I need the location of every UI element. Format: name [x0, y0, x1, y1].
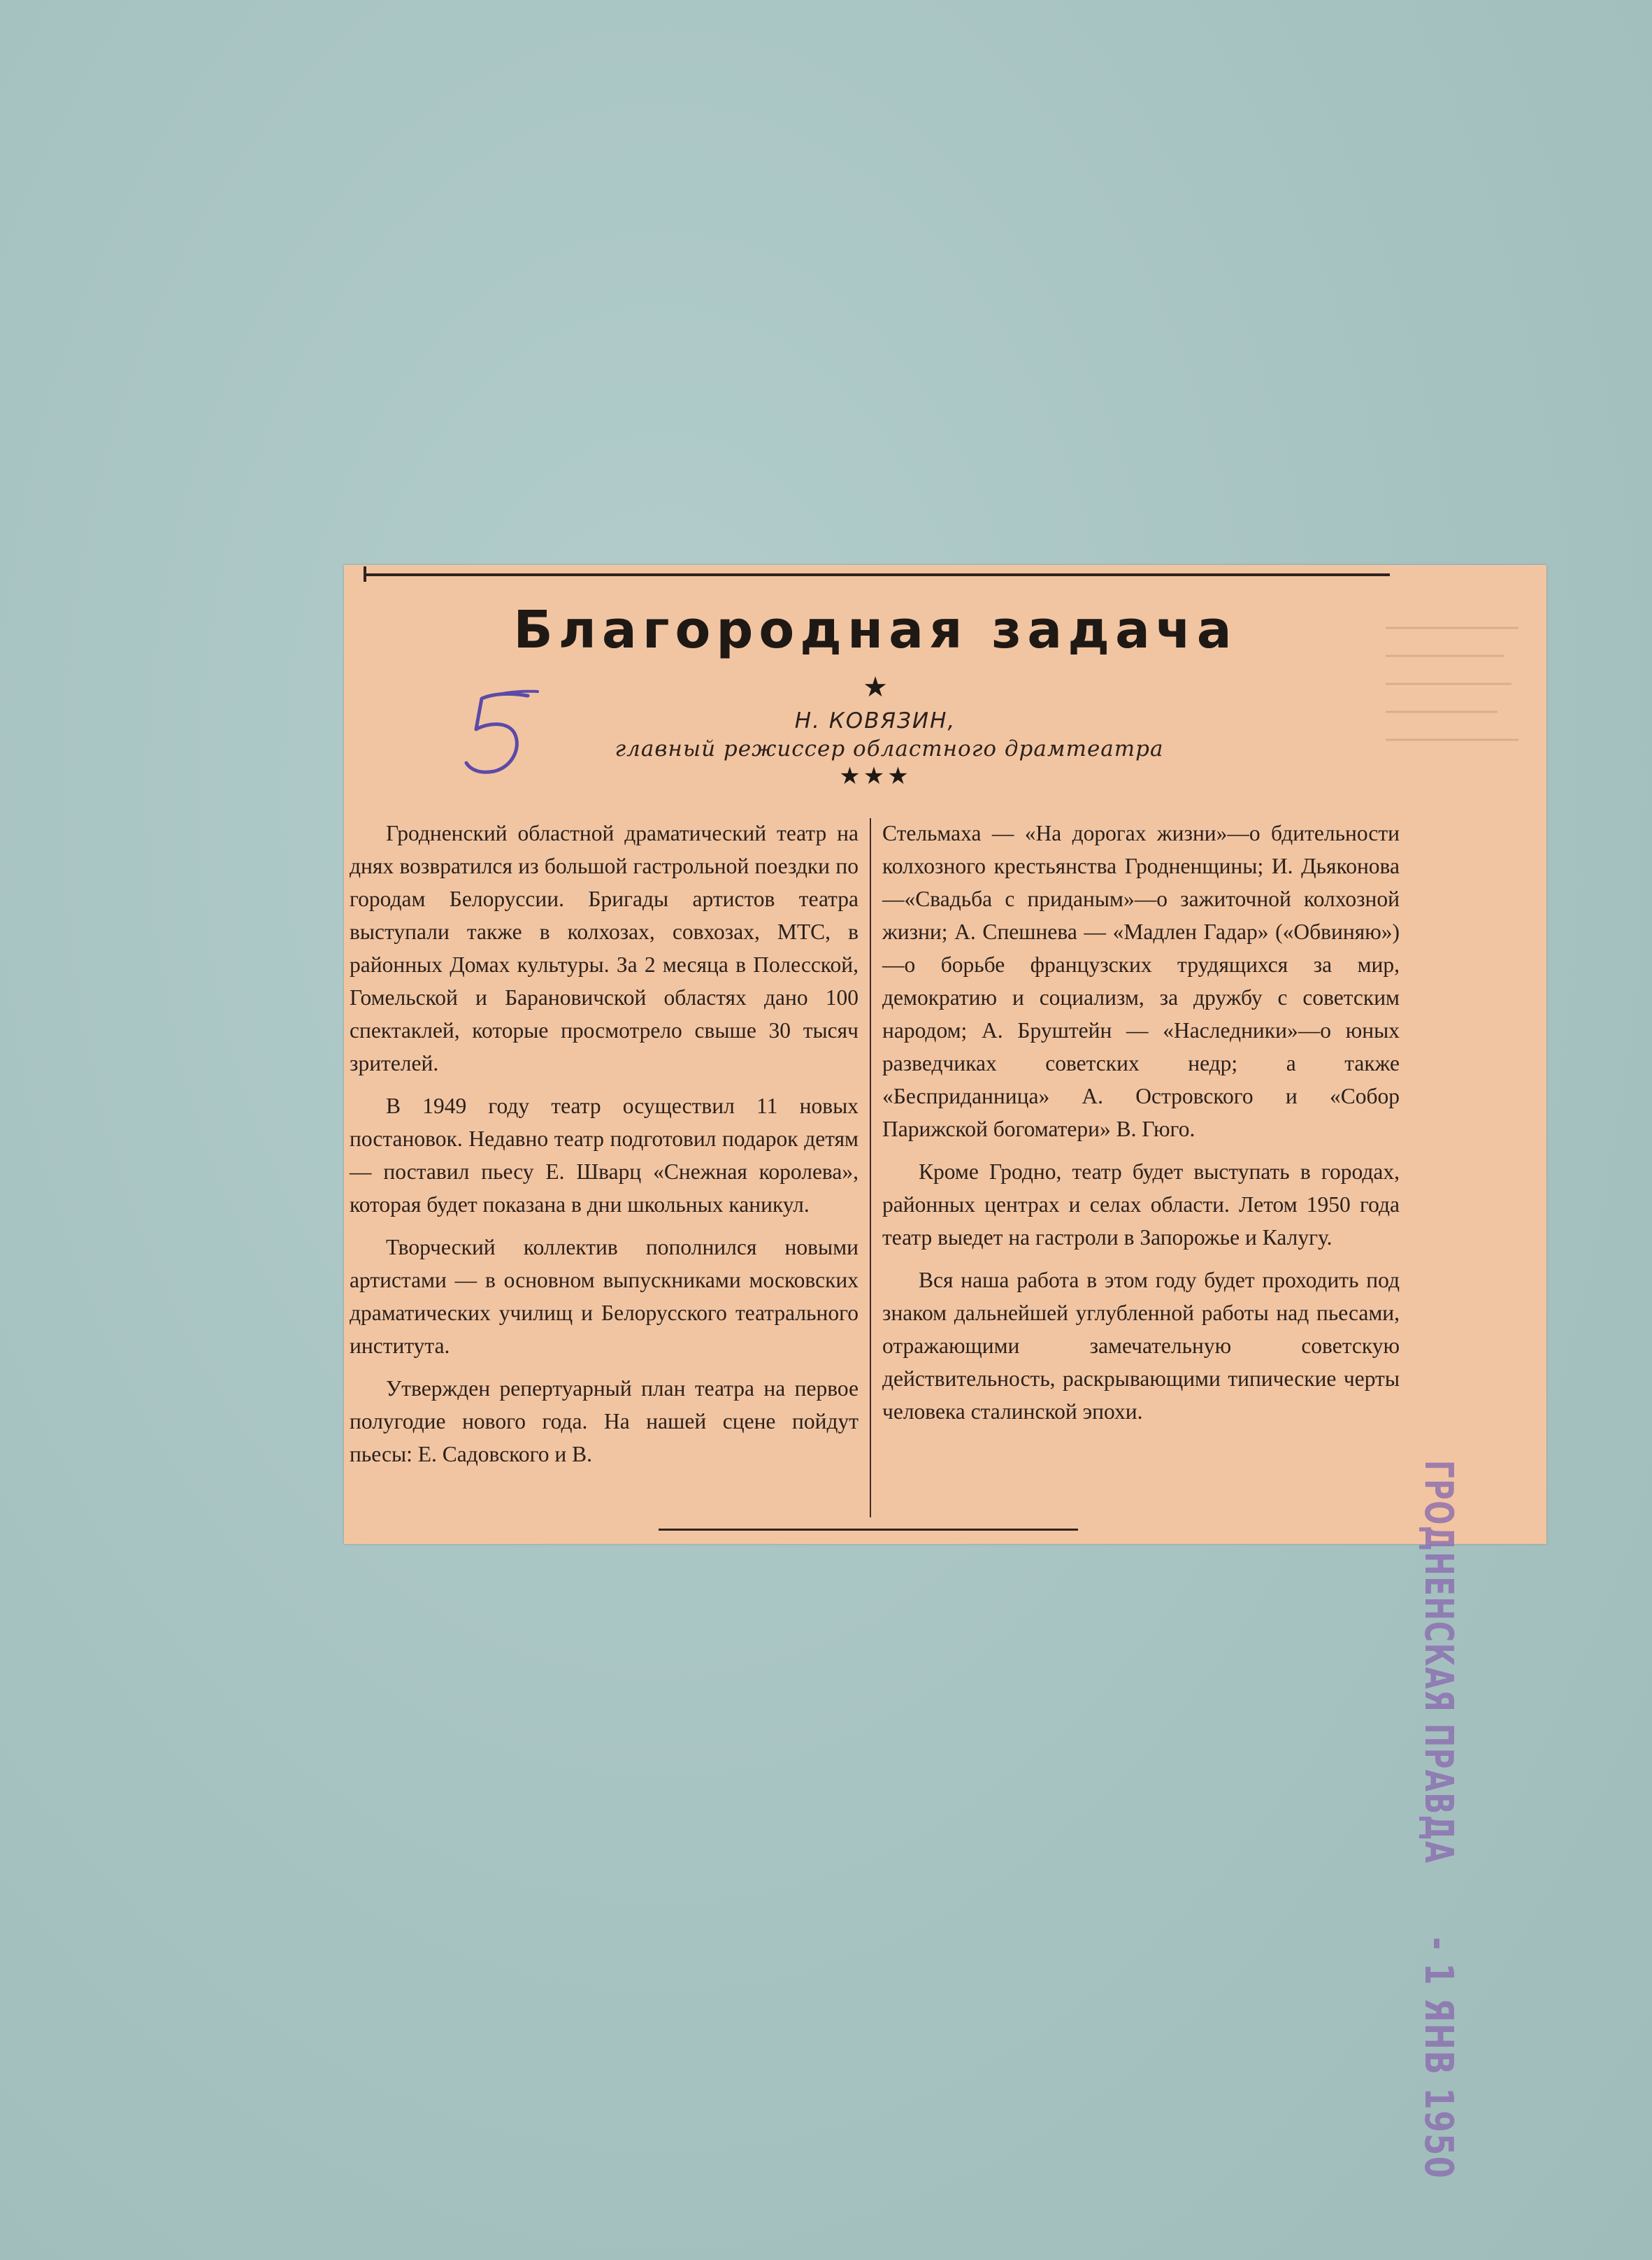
paragraph: Гродненский областной драматический театр на днях возвратился из большой гастрольной поездки по городам Белоруссии. Бригады артистов театра выступали также в колхозах, совхозах, МТС, в районных Домах культуры. За 2 месяца в Полесской, Гомельской и Барановичской областях дано 100 спектаклей, которые просмотрело свыше 30 тысяч зрителей.	[350, 821, 859, 1075]
stamp-newspaper-name: ГРОДНЕНСКАЯ ПРАВДА	[1416, 1460, 1461, 1864]
right-column	[882, 817, 1400, 1438]
paragraph: В 1949 году театр осуществил 11 новых постановок. Недавно театр подготовил подарок детям — поставил пьесу Е. Шварц «Снежная королева», которая будет показана в дни школьных каникул.	[350, 1094, 859, 1217]
paragraph: Кроме Гродно, театр будет выступать в городах, районных центрах и селах области. Летом 1950 года театр выедет на гастроли в Запорожье и Калугу.	[882, 1159, 1400, 1250]
newspaper-date-stamp	[1416, 1460, 1461, 2240]
author-role: главный режиссер областного драмтеатра	[615, 736, 1164, 761]
three-star-ornament: ★★★	[839, 762, 912, 790]
paragraph: Вся наша работа в этом году будет проходить под знаком дальнейшей углубленной работы над пьесами, отражающими замечательную советскую действительность, раскрывающими типические черты человека сталинской эпохи.	[882, 1268, 1400, 1424]
paragraph: Творческий коллектив пополнился новыми артистами — в основном выпускниками московских драматических училищ и Белорусского театрального института.	[350, 1235, 859, 1358]
bottom-rule	[659, 1529, 1078, 1531]
top-rule	[365, 573, 1390, 576]
star-ornament: ★	[863, 671, 888, 703]
stamp-date: - 1 ЯНВ 1950	[1416, 1937, 1461, 2180]
left-column	[350, 817, 859, 1480]
paragraph-continuation: Стельмаха — «На дорогах жизни»—о бдительности колхозного крестьянства Гродненщины; И. Дьяконова—«Свадьба с приданым»—о зажиточной колхозной жизни; А. Спешнева — «Мадлен Гадар» («Обвиняю»)—о борьбе французских трудящихся за мир, демократию и социализм, за дружбу с советским народом; А. Бруштейн — «Наследники»—о юных разведчиках советских недр; а также «Бесприданница» А. Островского и «Собор Парижской богоматери» В. Гюго.	[882, 821, 1400, 1141]
paragraph: Утвержден репертуарный план театра на первое полугодие нового года. На нашей сцене пойдут пьесы: Е. Садовского и В.	[350, 1376, 859, 1466]
handwritten-number	[445, 680, 550, 785]
article-author: Н. КОВЯЗИН,	[794, 708, 956, 734]
column-divider	[870, 818, 871, 1517]
newspaper-clipping	[344, 565, 1546, 2180]
top-rule-tick	[364, 566, 366, 582]
article-headline: Благородная задача	[513, 600, 1237, 660]
